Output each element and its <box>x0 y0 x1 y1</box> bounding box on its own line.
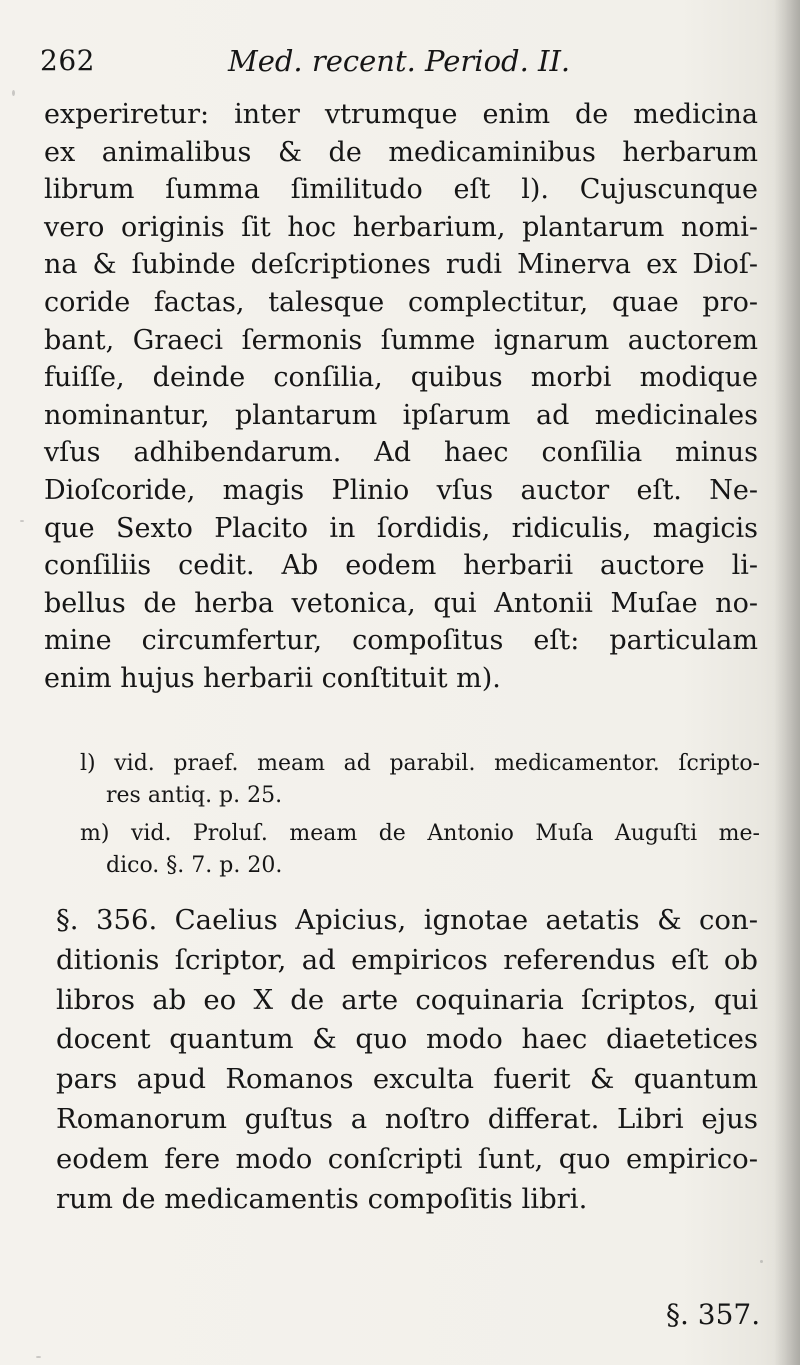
text-line: mine circumfertur, compoſitus eſt: particulam <box>44 625 758 657</box>
running-head: Med. recent. Period. II. <box>228 44 571 78</box>
text-line: bant, Graeci ſermonis ſumme ignarum auctorem <box>44 324 758 356</box>
paragraph-2 <box>56 901 758 1219</box>
paragraph-1 <box>44 96 758 698</box>
text-line: enim hujus herbarii conſtituit m). <box>44 662 501 694</box>
text-line: coride factas, talesque complectitur, quae pro- <box>44 286 758 318</box>
text-line: Dioſcoride, magis Plinio vſus auctor eſt. Ne- <box>44 474 758 506</box>
text-line: na & ſubinde deſcriptiones rudi Minerva ex Dioſ- <box>44 249 758 281</box>
text-line: librum ſumma ſimilitudo eſt l). Cujuscunque <box>44 174 758 206</box>
text-line: Romanorum guſtus a noſtro differat. Libri ejus <box>56 1102 758 1135</box>
paper-speck <box>12 90 15 96</box>
text-line: docent quantum & quo modo haec diaetetices <box>56 1023 758 1056</box>
footnotes <box>80 748 760 882</box>
page-number: 262 <box>40 44 95 77</box>
text-line: bellus de herba vetonica, qui Antonii Muſae no- <box>44 587 758 619</box>
text-line: nominantur, plantarum ipſarum ad medicinales <box>44 399 758 431</box>
text-line: vero originis ſit hoc herbarium, plantarum nomi- <box>44 211 758 243</box>
text-line: ditionis ſcriptor, ad empiricos referendus eſt ob <box>56 943 758 976</box>
text-line: pars apud Romanos exculta fuerit & quantum <box>56 1063 758 1096</box>
text-line: ex animalibus & de medicaminibus herbarum <box>44 136 758 168</box>
text-line: experiretur: inter vtrumque enim de medicina <box>44 99 758 130</box>
text-line: vſus adhibendarum. Ad haec conſilia minus <box>44 437 758 469</box>
page-header <box>40 44 600 84</box>
text-line: conſiliis cedit. Ab eodem herbarii auctore li- <box>44 550 758 582</box>
page-gutter-shadow <box>774 0 800 1365</box>
text-line: libros ab eo X de arte coquinaria ſcriptos, qui <box>56 983 758 1016</box>
text-line: eodem fere modo conſcripti ſunt, quo empirico- <box>56 1142 758 1175</box>
catchword: §. 357. <box>666 1298 761 1331</box>
footnote-m-line: dico. §. 7. p. 20. <box>106 853 283 878</box>
paper-speck <box>760 1260 763 1263</box>
footnote-l-line: l) vid. praef. meam ad parabil. medicamentor. ſcripto- <box>80 751 760 776</box>
paper-speck <box>36 1356 41 1358</box>
paper-speck <box>20 520 24 522</box>
text-line: rum de medicamentis compoſitis libri. <box>56 1182 588 1215</box>
text-line: que Sexto Placito in ſordidis, ridiculis, magicis <box>44 512 758 544</box>
text-line: fuiſſe, deinde conſilia, quibus morbi modique <box>44 362 758 394</box>
text-line: §. 356. Caelius Apicius, ignotae aetatis & con- <box>56 904 758 936</box>
footnote-m-line: m) vid. Proluſ. meam de Antonio Muſa Auguſti me- <box>80 821 760 846</box>
footnote-l-line: res antiq. p. 25. <box>106 783 283 808</box>
